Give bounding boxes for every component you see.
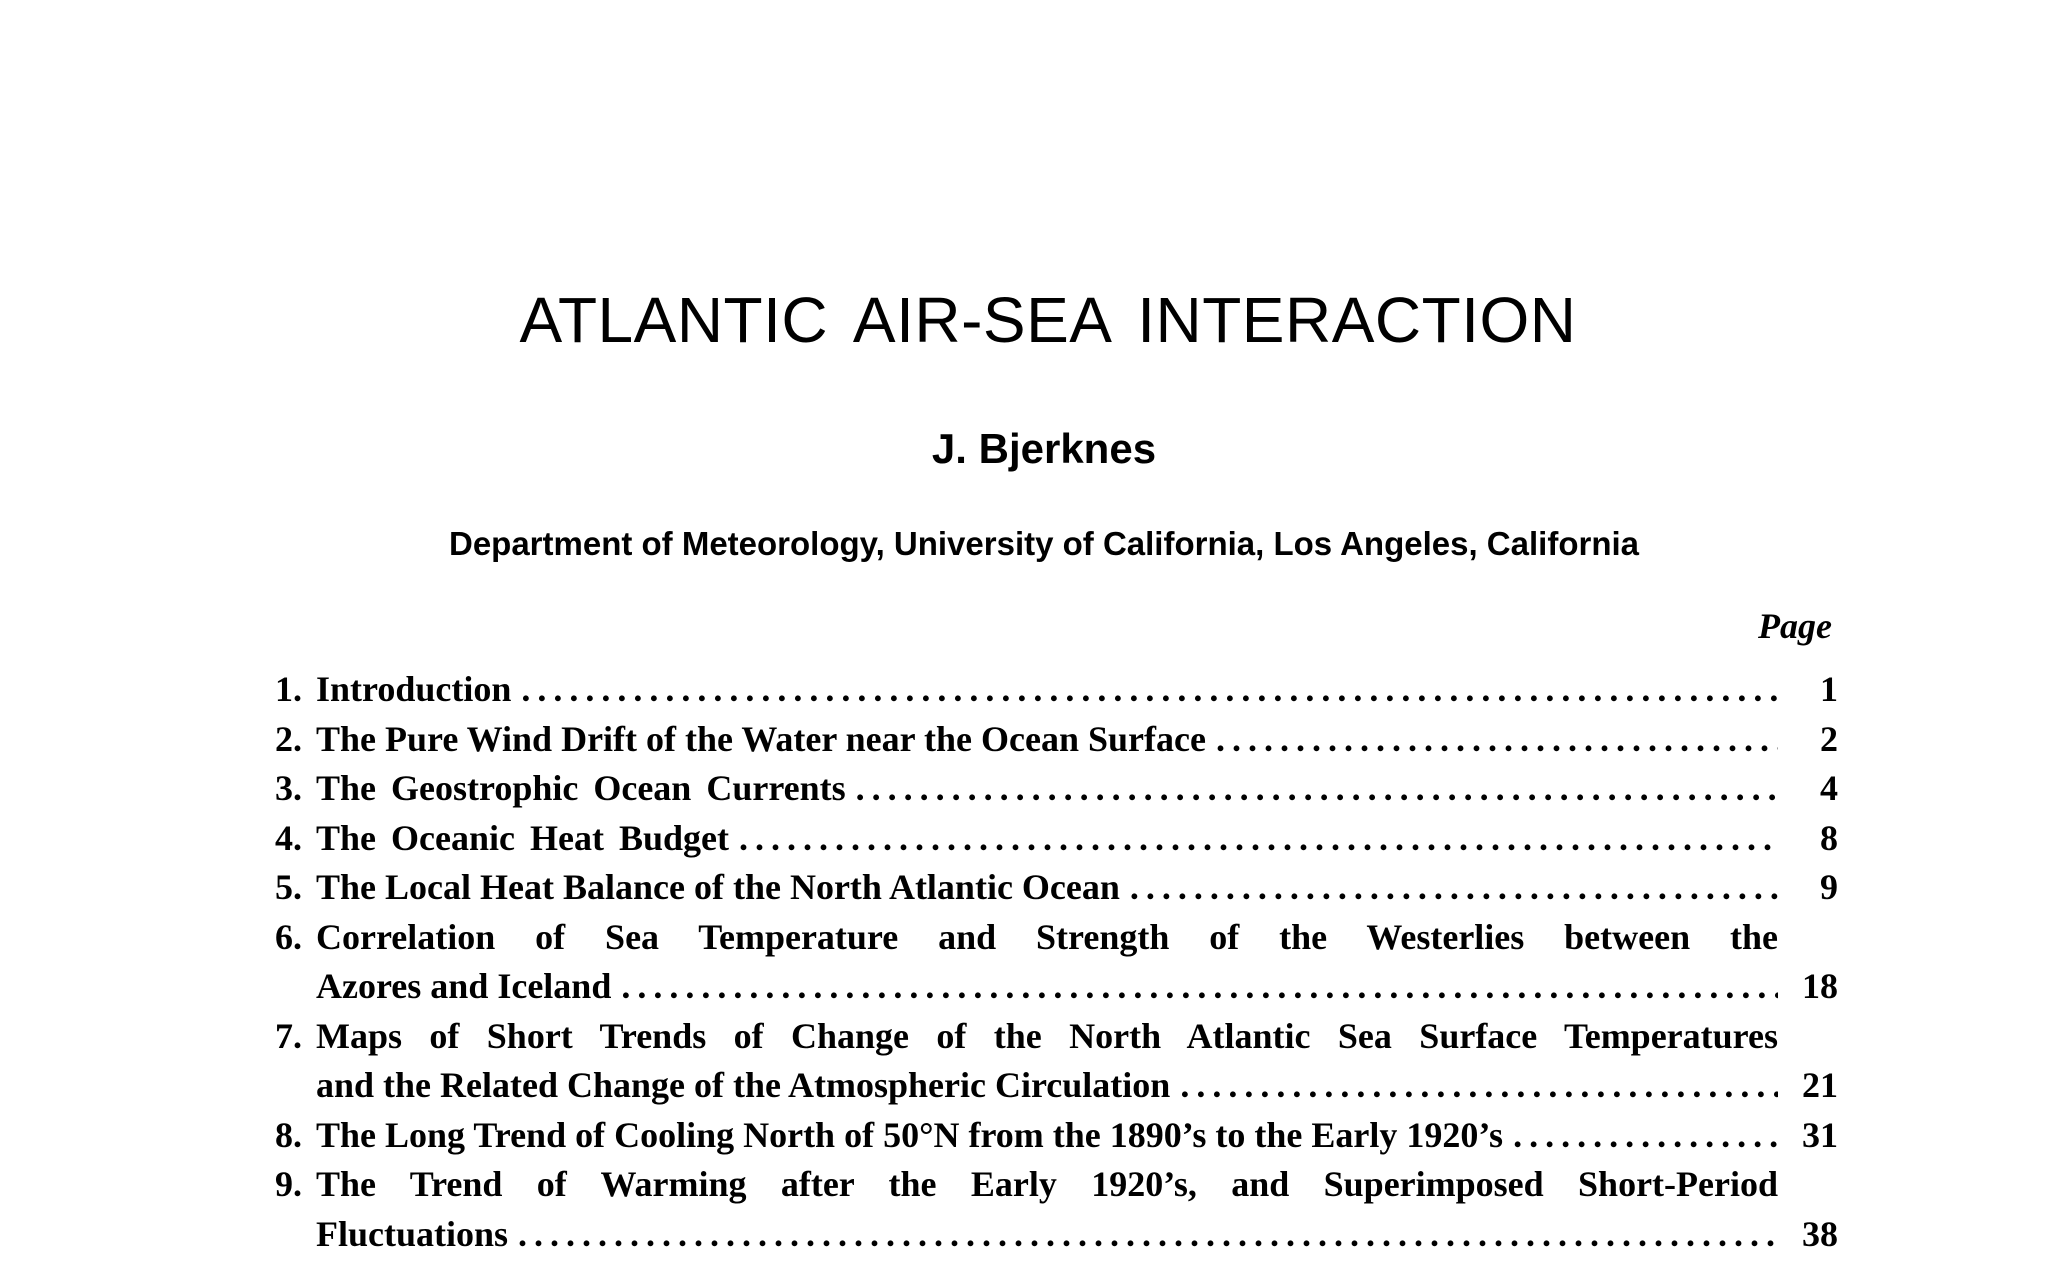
toc-entry <box>248 1012 1838 1111</box>
toc-entry <box>248 1160 1838 1259</box>
toc-entry-number: 8. <box>275 1114 302 1155</box>
toc-entry-line <box>316 913 1838 963</box>
toc-entry-line <box>316 764 1838 814</box>
toc-entry-page: 8 <box>1820 817 1838 858</box>
dot-leader <box>1170 1061 1778 1111</box>
toc-entry-page: 9 <box>1820 867 1838 907</box>
toc-entry-page: 1 <box>1820 669 1838 709</box>
dot-leader <box>511 665 1778 715</box>
toc-entry <box>248 863 1838 913</box>
toc-entry-title: The Oceanic Heat Budget <box>316 817 729 858</box>
toc-entry <box>248 913 1838 1012</box>
toc-entry-title-continued: Fluctuations <box>316 1213 509 1254</box>
toc-entry-line <box>316 1061 1838 1111</box>
toc-entry-number: 4. <box>275 817 302 858</box>
toc-entry-body <box>302 715 1838 765</box>
toc-entry-title: The Pure Wind Drift of the Water near the Ocean Surface <box>316 718 1206 759</box>
dot-leader <box>508 1210 1778 1260</box>
toc-entry-page: 31 <box>1802 1114 1838 1155</box>
toc-entry-line <box>316 715 1838 765</box>
dot-leader <box>611 962 1778 1012</box>
toc-entry-body <box>302 1111 1838 1161</box>
toc-entry-title: Introduction <box>316 669 512 709</box>
toc-entry-body <box>302 1012 1838 1111</box>
author-affiliation: Department of Meteorology, University of California, Los Angeles, California <box>448 525 1639 562</box>
toc-entry-title: The Long Trend of Cooling North of 50°N from the 1890’s to the Early 1920’s <box>316 1114 1504 1155</box>
author-name: J. Bjerknes <box>931 425 1157 472</box>
toc-entry-body <box>302 863 1838 913</box>
toc-entry-number: 9. <box>275 1164 302 1204</box>
toc-entry-line <box>316 665 1838 715</box>
dot-leader <box>729 814 1778 864</box>
toc-entry <box>248 715 1838 765</box>
toc-entry-line <box>316 814 1838 864</box>
toc-entry <box>248 814 1838 864</box>
toc-entry-number: 2. <box>275 718 302 759</box>
toc-entry-line <box>316 863 1838 913</box>
dot-leader <box>846 764 1778 814</box>
toc-entry-body <box>302 1160 1838 1259</box>
toc-entry-body <box>302 814 1838 864</box>
toc-entry-title: The Geostrophic Ocean Currents <box>316 768 846 808</box>
toc-entry-title: The Trend of Warming after the Early 1920’s, and Superimposed Short-Period <box>316 1164 1778 1204</box>
toc-entry-number: 5. <box>275 867 302 907</box>
toc-entry-page: 4 <box>1820 768 1838 808</box>
toc-entry-page: 2 <box>1820 718 1838 759</box>
toc-entry-title: Correlation of Sea Temperature and Strength of the Westerlies between the <box>316 916 1778 957</box>
toc-entry-body <box>302 665 1838 715</box>
dot-leader <box>1120 863 1778 913</box>
toc-entry <box>248 1111 1838 1161</box>
toc-entry-line <box>316 1210 1838 1260</box>
toc-entry-title: Maps of Short Trends of Change of the North Atlantic Sea Surface Temperatures <box>316 1015 1778 1056</box>
toc-entry-number: 6. <box>275 916 302 957</box>
toc-entry-page: 38 <box>1802 1213 1838 1254</box>
toc-entry-title: The Local Heat Balance of the North Atlantic Ocean <box>316 867 1120 907</box>
toc-entry-page: 18 <box>1802 966 1838 1006</box>
toc-entry <box>248 764 1838 814</box>
dot-leader <box>1206 715 1778 765</box>
toc-entry <box>248 665 1838 715</box>
toc-entry-line <box>316 1111 1838 1161</box>
toc-entry-title-continued: Azores and Iceland <box>316 966 612 1006</box>
toc-entry-body <box>302 764 1838 814</box>
dot-leader <box>1503 1111 1778 1161</box>
document-title: ATLANTIC AIR-SEA INTERACTION <box>519 284 1577 356</box>
toc-entry-line <box>316 1012 1838 1062</box>
toc-entry-number: 1. <box>275 669 302 709</box>
toc-entry-title-continued: and the Related Change of the Atmospheric Circulation <box>316 1065 1171 1105</box>
toc-entry-body <box>302 913 1838 1012</box>
toc-entry-line <box>316 962 1838 1012</box>
toc-page-column-heading: Page <box>1758 606 1832 646</box>
toc-entry-number: 3. <box>275 768 302 808</box>
toc-entry-line <box>316 1160 1838 1210</box>
toc-entry-number: 7. <box>275 1015 302 1056</box>
table-of-contents <box>248 665 1838 1259</box>
toc-entry-page: 21 <box>1802 1065 1838 1105</box>
